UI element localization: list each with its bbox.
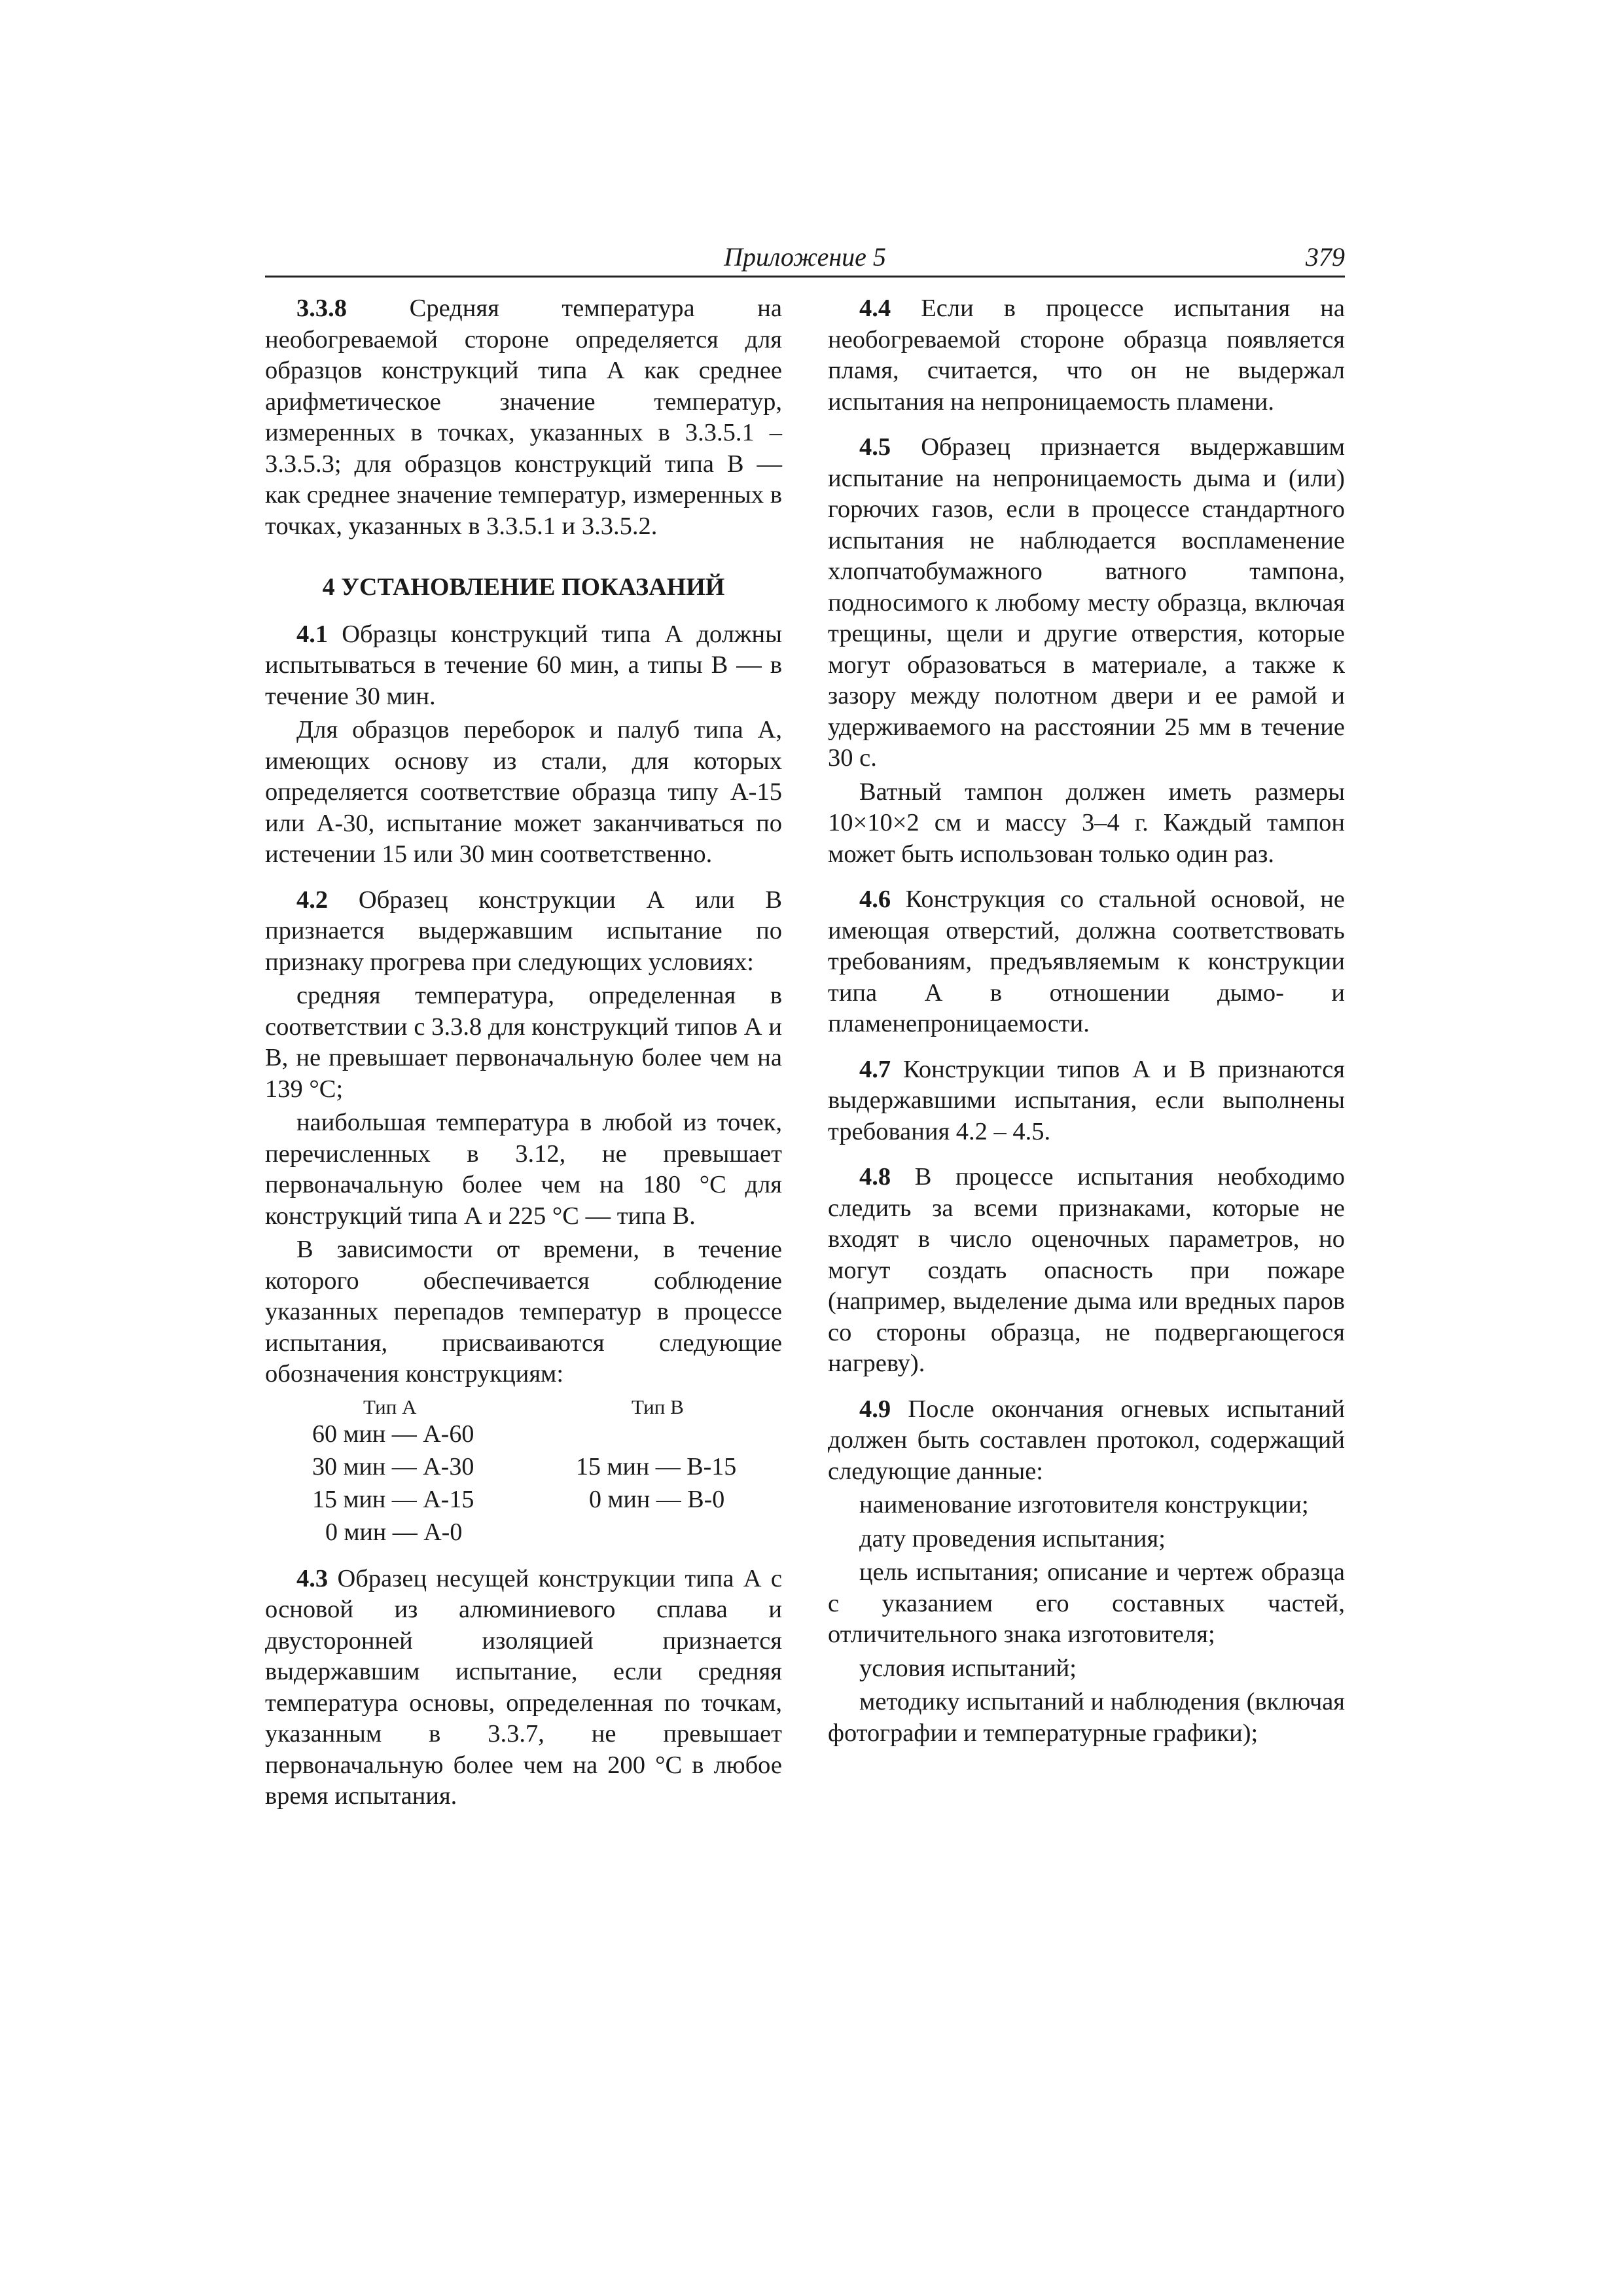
paragraph-4-8 — [828, 1162, 1345, 1380]
left-column — [265, 293, 782, 1827]
section-heading: 4 УСТАНОВЛЕНИЕ ПОКАЗАНИЙ — [322, 573, 725, 601]
table-cell: 0 мин — В-0 — [589, 1485, 725, 1513]
list-item: дату проведения испытания; — [859, 1524, 1166, 1552]
paragraph-text: В процессе испытания необходимо следить за всеми признаками, которые не входят в число оценочных параметров, но могут создать опасность при пожаре (например, выделение дыма или вредных паров со стороны образца, не подвергающегося нагреву). — [828, 1163, 1346, 1377]
paragraph-4-2 — [265, 885, 782, 978]
paragraph-4-5 — [828, 432, 1345, 774]
paragraph-4-2-condition-1: средняя температура, определенная в соответствии с 3.3.8 для конструкций типов А и В, не превышает первоначальную более чем на 139 °С; — [265, 982, 782, 1103]
paragraph-4-7 — [828, 1054, 1345, 1148]
paragraph-4-2-condition-2: наибольшая температура в любой из точек, перечисленных в 3.12, не превышает первоначальную более чем на 180 °С для конструкций типа А и 225 °С — типа В. — [265, 1109, 782, 1230]
paragraph-text: Образец конструкции А или В признается выдержавшим испытание по признаку прогрева при следующих условиях: — [265, 886, 783, 976]
list-item: наименование изготовителя конструкции; — [859, 1491, 1309, 1518]
paragraph-4-1-continued: Для образцов переборок и палуб типа А, имеющих основу из стали, для которых определяется соответствие образца типу А-15 или А-30, испытание может заканчиваться по истечении 15 или 30 мин соответственно. — [265, 716, 782, 868]
paragraph-text: Образцы конструкций типа А должны испытываться в течение 60 мин, а типы В — в течение 30 мин. — [265, 620, 782, 710]
paragraph-text: Образец признается выдержавшим испытание на непроницаемость дыма и (или) горючих газов, если в процессе стандартного испытания не наблюдается воспламенение хлопчатобумажного ватного тампона, подносимого к любому месту образца, включая трещины, щели и другие отверстия, которые могут образоваться в материале, а также к зазору между полотном двери и ее рамой и удерживаемого на расстоянии 25 мм в течение 30 с. — [828, 433, 1346, 772]
table-cell: 15 мин — В-15 — [576, 1452, 737, 1480]
list-item: условия испытаний; — [859, 1654, 1077, 1682]
paragraph-4-5-continued: Ватный тампон должен иметь размеры 10×10×2 см и массу 3–4 г. Каждый тампон может быть использован только один раз. — [828, 778, 1345, 868]
table-cell: 60 мин — А-60 — [312, 1420, 474, 1448]
clause-number: 4.1 — [296, 620, 329, 648]
clause-number: 4.9 — [859, 1395, 891, 1423]
list-item: методику испытаний и наблюдения (включая фотографии и температурные графики); — [828, 1688, 1345, 1747]
clause-number: 4.5 — [859, 433, 891, 461]
clause-number: 4.8 — [859, 1163, 891, 1191]
paragraph-text: Конструкции типов А и В признаются выдержавшими испытания, если выполнены требования 4.2 – 4.5. — [828, 1055, 1346, 1145]
clause-number: 4.3 — [296, 1564, 329, 1592]
paragraph-4-3 — [265, 1564, 782, 1812]
table-cell: 0 мин — А-0 — [325, 1518, 463, 1546]
clause-number: 4.4 — [859, 295, 891, 322]
clause-number: 4.6 — [859, 886, 891, 913]
clause-number: 4.7 — [859, 1055, 891, 1083]
list-item: цель испытания; описание и чертеж образца с указанием его составных частей, отличительного знака изготовителя; — [828, 1558, 1345, 1648]
page-number: 379 — [1306, 242, 1345, 272]
table-header-type-a: Тип А — [363, 1395, 417, 1418]
paragraph-4-1 — [265, 619, 782, 713]
clause-number: 3.3.8 — [296, 295, 347, 322]
paragraph-4-4 — [828, 293, 1345, 418]
paragraph-3-3-8 — [265, 293, 782, 542]
clause-number: 4.2 — [296, 886, 329, 914]
table-cell: 30 мин — А-30 — [312, 1452, 474, 1480]
paragraph-4-6 — [828, 884, 1345, 1040]
paragraph-4-9 — [828, 1394, 1345, 1488]
paragraph-text: Если в процессе испытания на необогреваемой стороне образца появляется пламя, считается, что он не выдержал испытания на непроницаемость пламени. — [828, 295, 1345, 416]
paragraph-text: Конструкция со стальной основой, не имеющая отверстий, должна соответствовать требованиям, предъявляемым к конструкции типа А в отношении дымо- и пламенепроницаемости. — [828, 886, 1345, 1037]
table-header-type-b: Тип В — [632, 1395, 684, 1418]
paragraph-4-2-designations: В зависимости от времени, в течение которого обеспечивается соблюдение указанных перепадов температур в процессе испытания, присваиваются следующие обозначения конструкциям: — [265, 1236, 782, 1388]
designation-table — [265, 1393, 782, 1547]
paragraph-text: Образец несущей конструкции типа А с основой из алюминиевого сплава и двусторонней изоляцией признается выдержавшим испытание, если средняя температура основы, определенная по точкам, указанным в 3.3.7, не превышает первоначальную более чем на 200 °С в любое время испытания. — [265, 1564, 782, 1810]
right-column — [828, 293, 1345, 1751]
running-header — [265, 239, 1345, 278]
paragraph-text: После окончания огневых испытаний должен быть составлен протокол, содержащий следующие данные: — [828, 1395, 1345, 1485]
paragraph-text: Средняя температура на необогреваемой стороне определяется для образцов конструкций типа А как среднее арифметическое значение температур, измеренных в точках, указанных в 3.3.5.1 – 3.3.5.3; для образцов конструкций типа В — как среднее значение температур, измеренных в точках, указанных в 3.3.5.1 и 3.3.5.2. — [265, 295, 782, 540]
table-cell: 15 мин — А-15 — [312, 1485, 474, 1513]
running-title: Приложение 5 — [724, 242, 886, 272]
